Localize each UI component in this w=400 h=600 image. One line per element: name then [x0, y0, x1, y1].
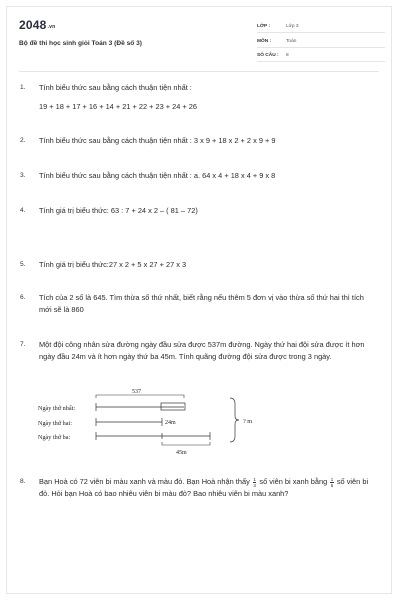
question-number: 3.: [20, 172, 26, 179]
question-text: [39, 476, 372, 500]
segment-day1-extra: [161, 403, 185, 410]
meta-row-class: [257, 21, 385, 33]
meta-label: LỚP :: [257, 24, 271, 29]
bottom-brace: [162, 442, 210, 445]
diagram-row-label: Ngày thứ ba:: [38, 434, 71, 441]
fraction-numerator: 1: [253, 476, 256, 482]
fraction-numerator: 1: [330, 476, 334, 482]
diagram-row-label: Ngày thứ hai:: [38, 420, 72, 427]
segment-diagram: [38, 388, 278, 462]
question-number: 8.: [20, 478, 26, 485]
question-text-part: số viên bi xanh bằng: [259, 477, 328, 486]
diagram-row-label: Ngày thứ nhất:: [38, 405, 76, 412]
meta-row-subject: [257, 36, 385, 48]
meta-row-count: [257, 50, 385, 62]
header-divider: [19, 71, 379, 72]
question-text: Tính biểu thức sau bằng cách thuận tiện nhất : a. 64 x 4 + 18 x 4 + 9 x 8: [39, 171, 276, 180]
question-text: Một đội công nhân sửa đường ngày đầu sửa được 537m đường. Ngày thứ hai đội sửa được ít hơn ngày đầu 24m và ít hơn ngày thứ ba 45m. Tính quãng đường đội sửa được trong 3 ngày.: [39, 340, 365, 361]
question-number: 7.: [20, 341, 26, 348]
mid-label: 24m: [165, 420, 176, 426]
question-text: Tính giá trị biểu thức:27 x 2 + 5 x 27 + 27 x 3: [39, 260, 187, 269]
meta-panel: [257, 21, 385, 65]
fraction: [330, 477, 334, 488]
question-text: Tính biểu thức sau bằng cách thuận tiện nhất :: [39, 83, 192, 92]
question-text-part: số viên bi đỏ. Hỏi bạn Hoà có bao nhiêu viên bi màu đỏ? Bao nhiêu viên bi màu xanh?: [39, 477, 369, 498]
question-number: 1.: [20, 84, 26, 91]
question-text-part: Bạn Hoà có 72 viên bi màu xanh và màu đỏ. Bạn Hoà nhận thấy: [39, 477, 250, 486]
top-label: 537: [132, 389, 141, 395]
meta-value: Toán: [286, 38, 297, 44]
top-brace: [96, 395, 184, 398]
meta-label: SỐ CÂU :: [257, 53, 279, 58]
meta-value: Lớp 3: [286, 24, 299, 29]
question-number: 5.: [20, 261, 26, 268]
question-number: 2.: [20, 137, 26, 144]
question-text: Tích của 2 số là 645. Tìm thừa số thứ nhất, biết rằng nếu thêm 5 đơn vị vào thừa số thứ hai thì tích mới sẽ là 860: [39, 293, 364, 314]
document-title: Bộ đề thi học sinh giỏi Toán 3 (Đề số 3): [19, 40, 142, 47]
meta-label: MÔN :: [257, 38, 272, 44]
right-brace: [230, 398, 239, 442]
question-text: Tính biểu thức sau bằng cách thuận tiện nhất : 3 x 9 + 18 x 2 + 2 x 9 + 9: [39, 136, 276, 145]
meta-value: 8: [286, 53, 289, 58]
fraction-denominator: 3: [253, 482, 256, 488]
total-label: ? m: [243, 418, 253, 425]
question-number: 6.: [20, 294, 26, 301]
bottom-label: 45m: [176, 450, 187, 456]
fraction: [253, 477, 257, 488]
site-logo[interactable]: 2048.vn: [19, 18, 56, 32]
question-text: Tính giá trị biểu thức: 63 : 7 + 24 x 2 – ( 81 – 72): [39, 206, 198, 215]
question-number: 4.: [20, 207, 26, 214]
fraction-denominator: 5: [330, 482, 334, 488]
question-expression: 19 + 18 + 17 + 16 + 14 + 21 + 22 + 23 + 24 + 26: [39, 102, 198, 111]
